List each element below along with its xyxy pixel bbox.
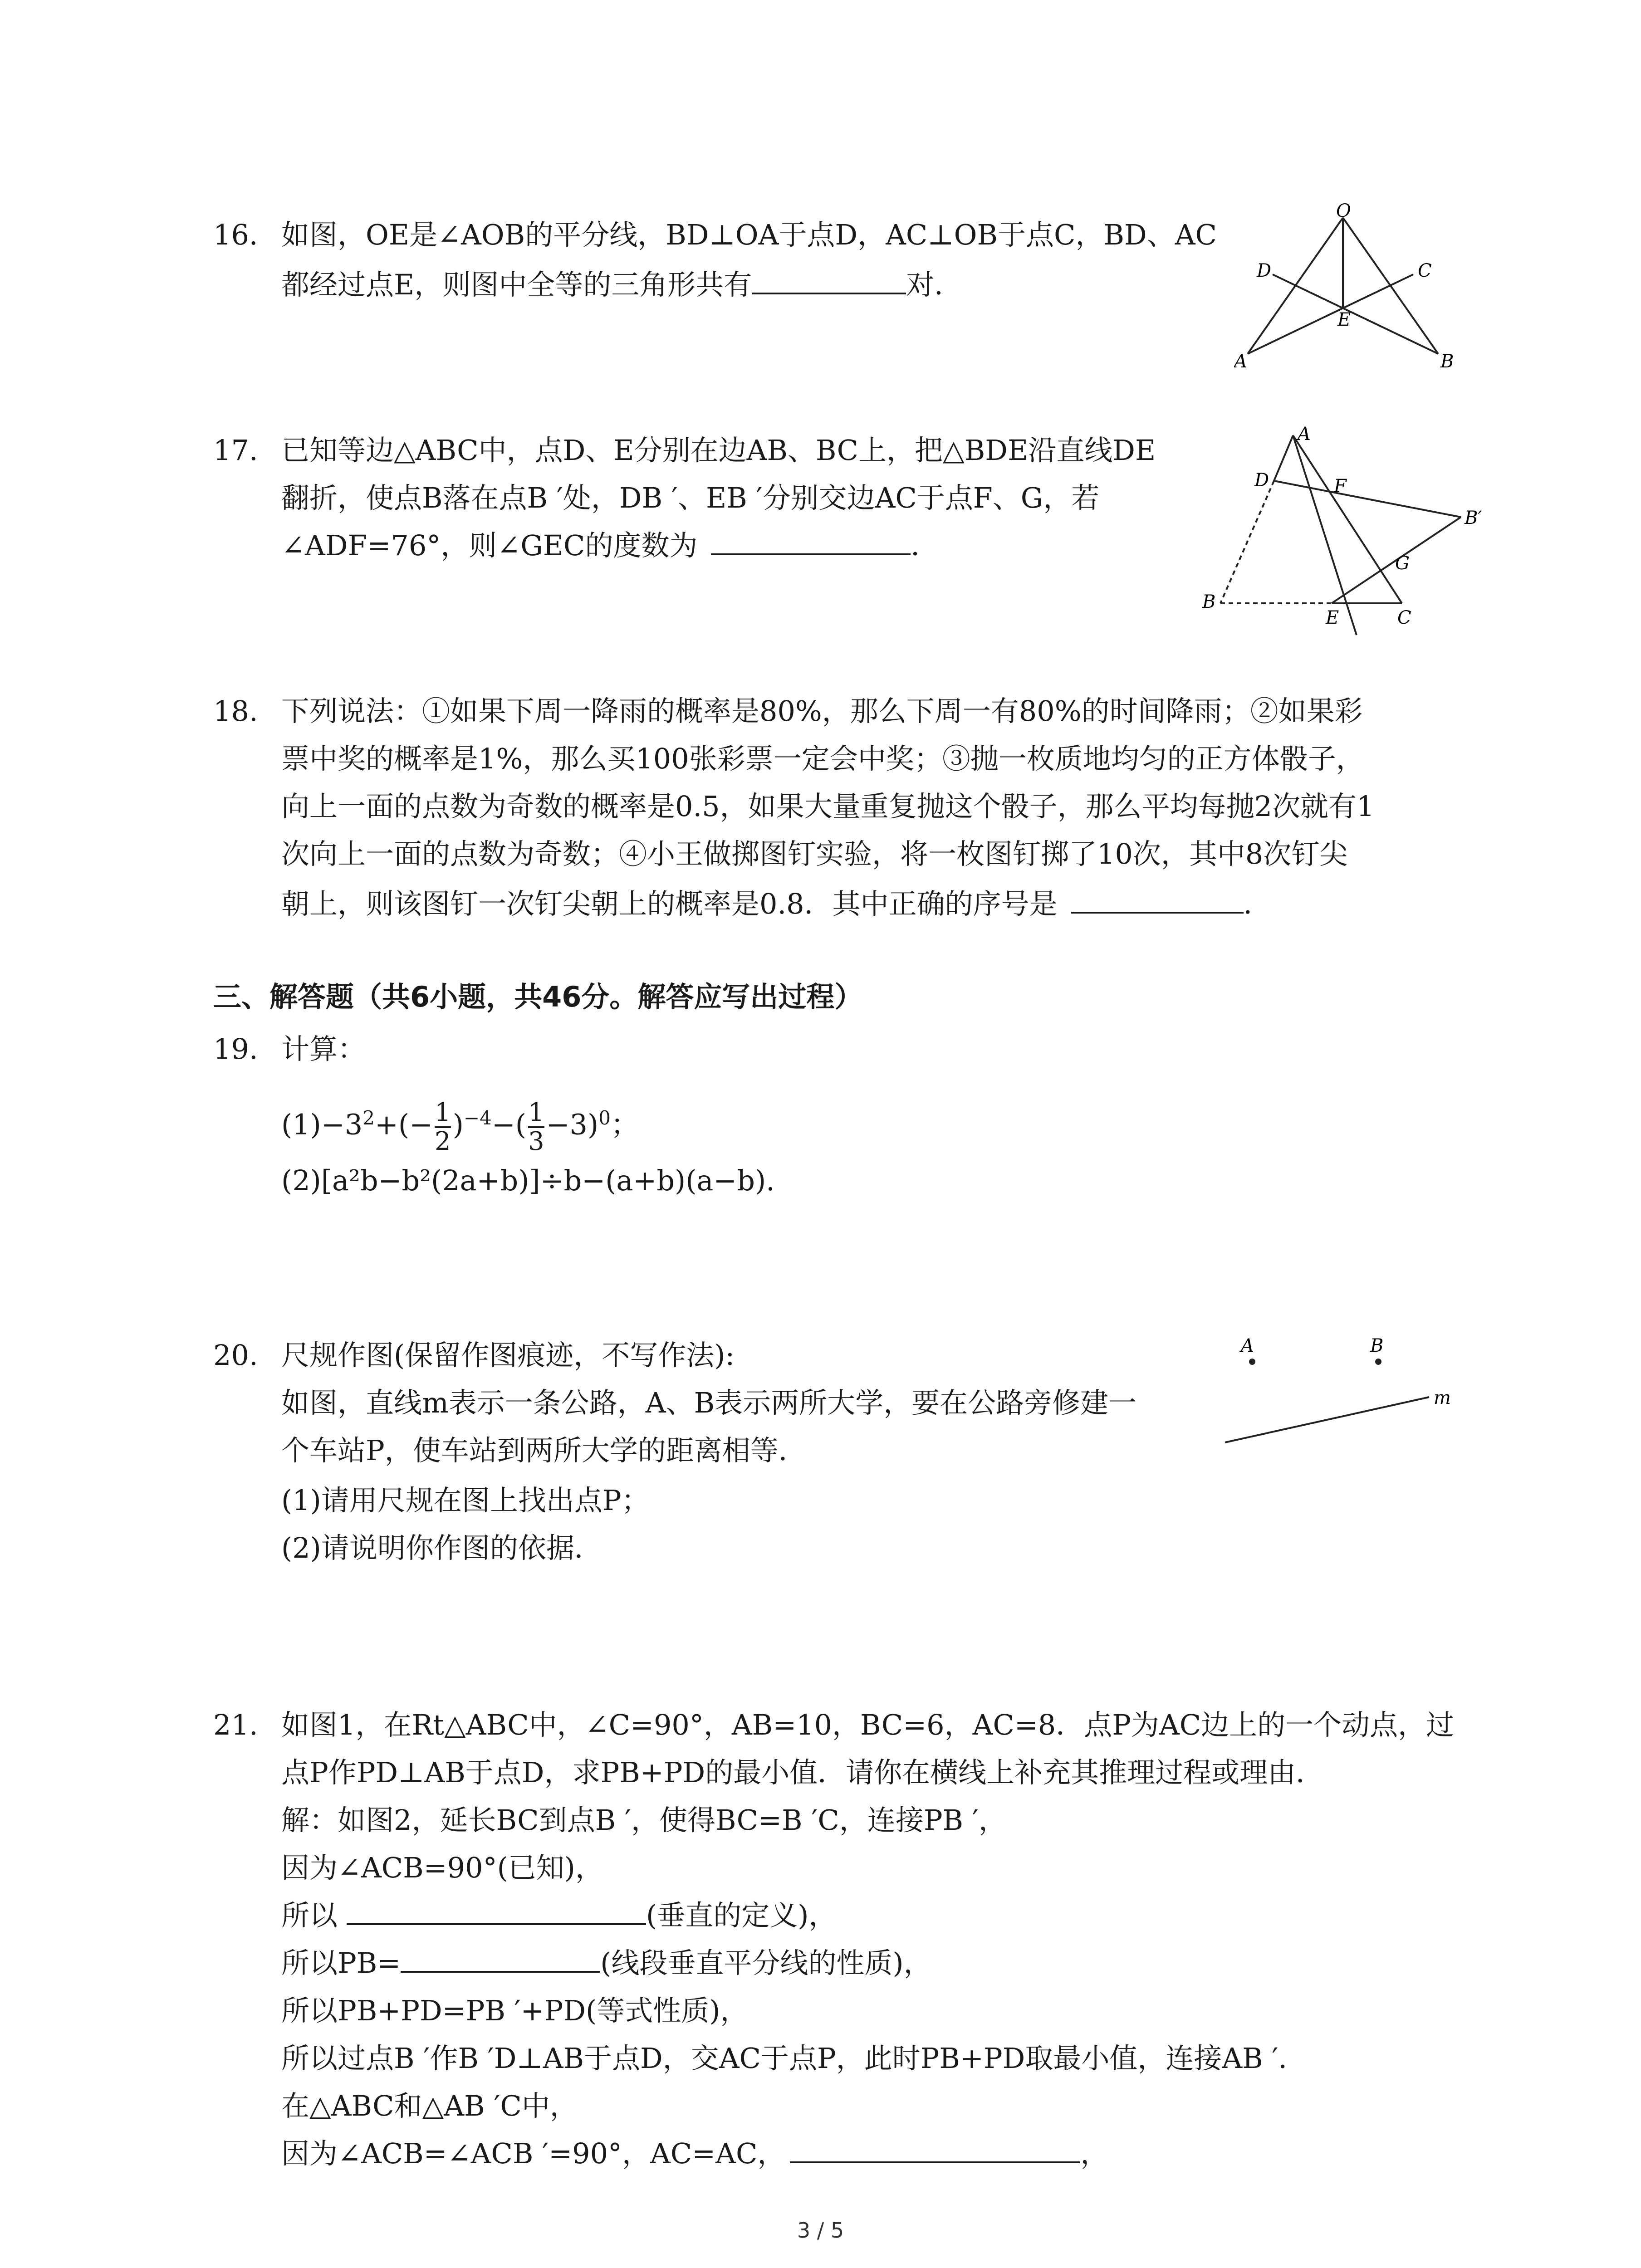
q16-figure bbox=[1234, 200, 1461, 381]
q17-label-f: F bbox=[1334, 476, 1347, 497]
q16-text-line2a: 都经过点E，则图中全等的三角形共有 bbox=[281, 268, 752, 301]
q18-text-line3: 向上一面的点数为奇数的概率是0.5，如果大量重复抛这个骰子，那么平均每抛2次就有1 bbox=[281, 790, 1375, 823]
q17-label-d: D bbox=[1254, 470, 1269, 491]
q17-label-a: A bbox=[1298, 424, 1311, 445]
q21-text-line4: 因为∠ACB=90°(已知)， bbox=[281, 1851, 603, 1884]
q16-label-b: B bbox=[1440, 351, 1454, 372]
q21-text-line9: 在△ABC和△AB ′C中， bbox=[281, 2089, 578, 2122]
q21-text-line6: 所以PB= (线段垂直平分线的性质)， bbox=[281, 1941, 932, 1985]
q21-blank-1[interactable] bbox=[347, 1896, 646, 1925]
q18-answer-blank[interactable] bbox=[1071, 885, 1244, 914]
q17-label-g: G bbox=[1395, 553, 1410, 574]
q16-label-e: E bbox=[1337, 309, 1351, 330]
q17-text-line1: 已知等边△ABC中，点D、E分别在边AB、BC上，把△BDE沿直线DE bbox=[281, 434, 1156, 467]
q17-label-b: B bbox=[1202, 591, 1216, 612]
q20-text-line2: 如图，直线m表示一条公路，A、B表示两所大学，要在公路旁修建一 bbox=[281, 1386, 1137, 1419]
q18-text-line1: 下列说法：①如果下周一降雨的概率是80%，那么下周一有80%的时间降雨；②如果彩 bbox=[281, 694, 1363, 728]
q20-label-a: A bbox=[1241, 1335, 1254, 1356]
q17-answer-blank[interactable] bbox=[711, 526, 911, 555]
q16-label-o: O bbox=[1336, 200, 1351, 221]
q20-text-line1: 尺规作图(保留作图痕迹，不写作法): bbox=[281, 1339, 735, 1372]
q18-text-line2: 票中奖的概率是1%，那么买100张彩票一定会中奖；③抛一枚质地均匀的正方体骰子， bbox=[281, 742, 1364, 775]
q20-figure bbox=[1211, 1329, 1465, 1474]
q21-number: 21. bbox=[213, 1708, 258, 1741]
q20-label-b: B bbox=[1370, 1335, 1384, 1356]
q16-label-a: A bbox=[1234, 351, 1247, 372]
section3-heading: 三、解答题（共6小题，共46分。解答应写出过程） bbox=[213, 980, 863, 1013]
q16-label-c: C bbox=[1418, 260, 1432, 281]
q17-label-e: E bbox=[1326, 607, 1339, 628]
q19-number: 19. bbox=[213, 1032, 258, 1066]
q21-blank-2[interactable] bbox=[401, 1944, 600, 1973]
q19-title: 计算： bbox=[281, 1032, 366, 1066]
q20-text-line4: (1)请用尺规在图上找出点P； bbox=[281, 1484, 650, 1517]
q17-text-line3b: ． bbox=[911, 529, 939, 562]
q18-text-line5b: ． bbox=[1243, 887, 1272, 920]
page-number: 3 / 5 bbox=[797, 2218, 844, 2243]
q18-number: 18. bbox=[213, 694, 258, 728]
q16-label-d: D bbox=[1257, 260, 1272, 281]
q19-part1: $(1)-3^2+(-$ $\frac{1}{2}$ )$^{-4}$−( $\frac{1}{3}$ −3)$^0$； bbox=[281, 1097, 639, 1156]
q18-text-line4: 次向上一面的点数为奇数；④小王做掷图钉实验，将一枚图钉掷了10次，其中8次钉尖 bbox=[281, 837, 1348, 870]
q16-text-line2 bbox=[281, 263, 962, 307]
q17-text-line3 bbox=[281, 524, 939, 567]
q20-text-line3: 个车站P，使车站到两所大学的距离相等． bbox=[281, 1434, 807, 1467]
q20-number: 20. bbox=[213, 1339, 258, 1372]
q17-label-c: C bbox=[1397, 607, 1411, 628]
q21-text-line3: 解：如图2，延长BC到点B ′，使得BC=B ′C，连接PB ′， bbox=[281, 1804, 1007, 1837]
q19-fraction-third: $\frac{1}{3}$ bbox=[528, 1097, 544, 1156]
q16-answer-blank[interactable] bbox=[752, 265, 906, 294]
q20-label-m: m bbox=[1434, 1388, 1451, 1408]
q19-fraction-half: $\frac{1}{2}$ bbox=[435, 1097, 451, 1156]
q16-number: 16. bbox=[213, 218, 258, 251]
q17-figure bbox=[1202, 422, 1484, 640]
q21-text-line10: 因为∠ACB=∠ACB ′=90°，AC=AC， ， bbox=[281, 2132, 1108, 2175]
q17-text-line3a: ∠ADF=76°，则∠GEC的度数为 bbox=[281, 529, 698, 562]
q18-text-line5 bbox=[281, 882, 1272, 926]
q21-text-line2: 点P作PD⊥AB于点D，求PB+PD的最小值．请你在横线上补充其推理过程或理由． bbox=[281, 1756, 1324, 1789]
q21-text-line8: 所以过点B ′作B ′D⊥AB于点D，交AC于点P，此时PB+PD取最小值，连接AB ′． bbox=[281, 2042, 1307, 2075]
q18-text-line5a: 朝上，则该图钉一次钉尖朝上的概率是0.8．其中正确的序号是 bbox=[281, 887, 1058, 920]
q21-blank-3[interactable] bbox=[790, 2134, 1080, 2163]
q17-text-line2: 翻折，使点B落在点B ′处，DB ′、EB ′分别交边AC于点F、G，若 bbox=[281, 481, 1100, 514]
q16-text-line2b: 对． bbox=[906, 268, 963, 301]
q16-text-line1: 如图，OE是∠AOB的平分线，BD⊥OA于点D，AC⊥OB于点C，BD、AC bbox=[281, 218, 1217, 251]
q17-label-b-prime: B′ bbox=[1465, 508, 1482, 528]
q19-part2: (2)[a²b−b²(2a+b)]÷b−(a+b)(a−b). bbox=[281, 1164, 775, 1197]
q21-text-line5: 所以 (垂直的定义)， bbox=[281, 1894, 837, 1937]
q21-text-line1: 如图1，在Rt△ABC中，∠C=90°，AB=10，BC=6，AC=8．点P为AC边上的一个动点，过 bbox=[281, 1708, 1455, 1741]
q17-number: 17. bbox=[213, 434, 258, 467]
q20-text-line5: (2)请说明你作图的依据． bbox=[281, 1531, 603, 1564]
q21-text-line7: 所以PB+PD=PB ′+PD(等式性质)， bbox=[281, 1994, 749, 2027]
